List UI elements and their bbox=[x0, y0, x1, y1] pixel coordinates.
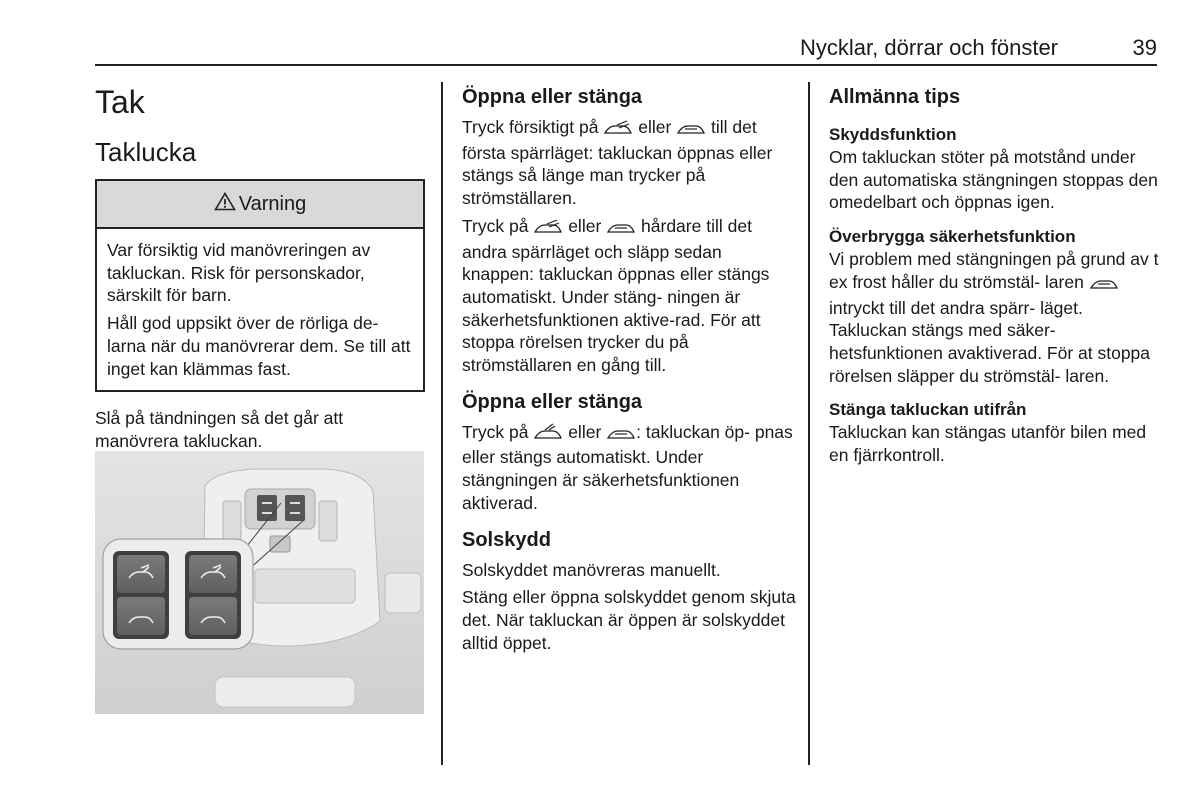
page-heading: Tak bbox=[95, 84, 145, 120]
roof-switch-illustration bbox=[95, 451, 424, 714]
sunroof-open-icon bbox=[533, 218, 563, 241]
warning-text-1: Var försiktig vid manövreringen av takluckan. Risk för personskador, särskilt för barn. bbox=[107, 240, 371, 306]
column-divider-2 bbox=[808, 82, 810, 765]
header-rule bbox=[95, 64, 1157, 66]
sunroof-close-icon bbox=[606, 424, 636, 447]
subheading-close-outside: Stänga takluckan utifrån bbox=[829, 400, 1027, 420]
paragraph-first-detent: Tryck försiktigt på eller till det första spärrläget: takluckan öppnas eller stängs så länge man trycker på strömställaren. bbox=[462, 117, 773, 209]
paragraph-override: Vi problem med stängningen på grund av t ex frost håller du strömstäl- laren intryckt till det andra spärr- läget. Takluckan stängs med säker- hetsfunktionen avaktiverad. För at stoppa rörelsen släpper du strömstäl- laren. bbox=[829, 249, 1159, 386]
subheading-override: Överbrygga säkerhetsfunktion bbox=[829, 227, 1076, 247]
section-heading-tips: Allmänna tips bbox=[829, 86, 961, 108]
warning-heading: Varning bbox=[238, 192, 307, 215]
paragraph-sunshade-2: Stäng eller öppna solskyddet genom skjuta det. När takluckan är öppen är solskyddet alltid öppet. bbox=[462, 587, 796, 653]
warning-text-2: Håll god uppsikt över de rörliga de- larna när du manövrerar dem. Se till att inget kan klämmas fast. bbox=[107, 313, 411, 379]
section-heading-open-close-2: Öppna eller stänga bbox=[462, 390, 643, 413]
section-heading-sunshade: Solskydd bbox=[462, 528, 551, 551]
paragraph-tilt: Tryck på eller : takluckan öp- pnas eller stängs automatiskt. Under stängningen är säkerhetsfunktionen aktiverad. bbox=[462, 421, 793, 513]
paragraph-close-outside: Takluckan kan stängas utanför bilen med en fjärrkontroll. bbox=[829, 422, 1147, 466]
warning-triangle-icon bbox=[214, 192, 236, 217]
warning-header bbox=[97, 181, 423, 229]
column-1 bbox=[95, 84, 425, 453]
sunroof-close-icon bbox=[606, 218, 636, 241]
column-3 bbox=[829, 84, 1159, 467]
sunroof-open-icon bbox=[603, 119, 633, 142]
sunroof-close-icon bbox=[676, 119, 706, 142]
subheading: Taklucka bbox=[95, 137, 197, 167]
column-2 bbox=[462, 84, 797, 654]
subheading-protection: Skyddsfunktion bbox=[829, 125, 957, 144]
warning-body bbox=[97, 229, 423, 390]
section-title: Nycklar, dörrar och fönster bbox=[800, 35, 1058, 60]
column-divider-1 bbox=[441, 82, 443, 765]
section-heading-open-close: Öppna eller stänga bbox=[462, 86, 643, 108]
sunroof-close-icon bbox=[1089, 274, 1119, 297]
warning-box bbox=[95, 179, 425, 392]
paragraph-sunshade-1: Solskyddet manövreras manuellt. bbox=[462, 559, 721, 580]
sunroof-tilt-icon bbox=[533, 423, 563, 447]
paragraph-second-detent: Tryck på eller hårdare till det andra spärrläget och släpp sedan knappen: takluckan öppnas eller stängs automatiskt. Under stäng- ningen är säkerhetsfunktionen aktive-rad. För att stoppa rörelsen trycker du på strömställaren en gång till. bbox=[462, 215, 770, 376]
intro-text: Slå på tändningen så det går att manövrera takluckan. bbox=[95, 408, 344, 451]
page-number: 39 bbox=[1132, 35, 1157, 60]
paragraph-protection: Om takluckan stöter på motstånd under den automatiska stängningen stoppas den omedelbart och öppnas igen. bbox=[829, 147, 1158, 213]
